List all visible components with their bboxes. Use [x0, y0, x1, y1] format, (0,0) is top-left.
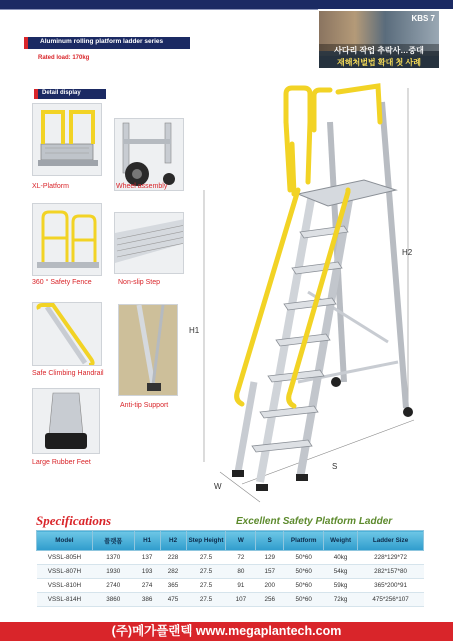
- xl-platform-photo: [32, 103, 102, 176]
- table-cell: VSSL-807H: [37, 565, 93, 579]
- dimension-w-label: W: [214, 482, 222, 491]
- table-cell: 129: [256, 551, 284, 565]
- news-headline: 사다리 작업 추락사…중대: [319, 44, 439, 57]
- table-cell: 59kg: [324, 579, 358, 593]
- specifications-title: Specifications: [36, 513, 112, 528]
- table-header-row: [37, 531, 424, 551]
- table-cell: 107: [226, 593, 256, 607]
- footer-banner: [0, 622, 453, 641]
- column-header: Platform: [284, 531, 324, 551]
- table-cell: 157: [256, 565, 284, 579]
- caption-wheel-assembly: Wheel assembly: [116, 183, 168, 190]
- column-header: 플랫폼: [92, 531, 134, 551]
- table-cell: 256: [256, 593, 284, 607]
- table-cell: 365: [160, 579, 186, 593]
- table-cell: 228: [160, 551, 186, 565]
- table-cell: 475: [160, 593, 186, 607]
- ladder-illustration: [198, 82, 426, 510]
- table-cell: 50*60: [284, 551, 324, 565]
- dimension-h1-label: H1: [189, 326, 200, 335]
- detail-display-tab: [34, 89, 106, 99]
- specifications-table: [36, 530, 424, 607]
- table-row: [37, 551, 424, 565]
- table-cell: 1930: [92, 565, 134, 579]
- column-header: Model: [37, 531, 93, 551]
- column-header: H1: [134, 531, 160, 551]
- table-cell: VSSL-810H: [37, 579, 93, 593]
- table-cell: 27.5: [186, 565, 226, 579]
- table-cell: 365*200*91: [358, 579, 424, 593]
- news-subline: 재해처벌법 확대 첫 사례: [319, 56, 439, 68]
- table-cell: 54kg: [324, 565, 358, 579]
- table-cell: 2740: [92, 579, 134, 593]
- table-cell: 282*157*80: [358, 565, 424, 579]
- column-header: W: [226, 531, 256, 551]
- table-cell: 27.5: [186, 551, 226, 565]
- table-cell: 137: [134, 551, 160, 565]
- table-cell: 72: [226, 551, 256, 565]
- news-channel-logo: KBS 7: [411, 14, 435, 23]
- table-cell: 27.5: [186, 579, 226, 593]
- caption-safety-fence: 360 ° Safety Fence: [32, 279, 92, 286]
- table-row: [37, 579, 424, 593]
- table-cell: VSSL-814H: [37, 593, 93, 607]
- caption-anti-tip-support: Anti-tip Support: [120, 402, 169, 409]
- rated-load: Rated load: 170kg: [38, 55, 90, 61]
- caption-xl-platform: XL-Platform: [32, 183, 69, 190]
- table-cell: 50*60: [284, 565, 324, 579]
- column-header: Ladder Size: [358, 531, 424, 551]
- series-title: Aluminum rolling platform ladder series: [40, 38, 164, 45]
- wheel-assembly-photo: [114, 118, 184, 191]
- table-cell: 50*60: [284, 593, 324, 607]
- table-cell: 80: [226, 565, 256, 579]
- top-bar-rule: [0, 9, 318, 10]
- column-header: H2: [160, 531, 186, 551]
- table-row: [37, 565, 424, 579]
- specifications-subtitle: Excellent Safety Platform Ladder: [236, 516, 393, 527]
- handrail-photo: [32, 302, 102, 366]
- column-header: S: [256, 531, 284, 551]
- table-cell: 72kg: [324, 593, 358, 607]
- table-cell: 193: [134, 565, 160, 579]
- table-cell: 3860: [92, 593, 134, 607]
- rubber-feet-photo: [32, 388, 100, 454]
- table-cell: 274: [134, 579, 160, 593]
- non-slip-step-photo: [114, 212, 184, 274]
- anti-tip-support-photo: [118, 304, 178, 396]
- table-cell: 200: [256, 579, 284, 593]
- footer-company-url[interactable]: (주)메가플랜텍 www.megaplantech.com: [111, 624, 342, 638]
- caption-handrail: Safe Climbing Handrail: [32, 370, 104, 377]
- news-thumbnail[interactable]: [319, 11, 439, 68]
- table-cell: 50*60: [284, 579, 324, 593]
- dimension-s-label: S: [332, 462, 338, 471]
- caption-non-slip-step: Non-slip Step: [118, 279, 161, 286]
- table-row: [37, 593, 424, 607]
- table-cell: 386: [134, 593, 160, 607]
- table-cell: 475*256*107: [358, 593, 424, 607]
- series-title-tab: [24, 37, 190, 49]
- table-cell: 27.5: [186, 593, 226, 607]
- column-header: Step Height: [186, 531, 226, 551]
- table-cell: 91: [226, 579, 256, 593]
- top-bar: [0, 0, 453, 9]
- table-cell: 228*129*72: [358, 551, 424, 565]
- table-cell: VSSL-805H: [37, 551, 93, 565]
- column-header: Weight: [324, 531, 358, 551]
- detail-display-label: Detail display: [42, 90, 81, 96]
- caption-rubber-feet: Large Rubber Feet: [32, 459, 91, 466]
- dimension-h2-label: H2: [402, 248, 413, 257]
- table-cell: 1370: [92, 551, 134, 565]
- safety-fence-photo: [32, 203, 102, 276]
- table-cell: 40kg: [324, 551, 358, 565]
- table-cell: 282: [160, 565, 186, 579]
